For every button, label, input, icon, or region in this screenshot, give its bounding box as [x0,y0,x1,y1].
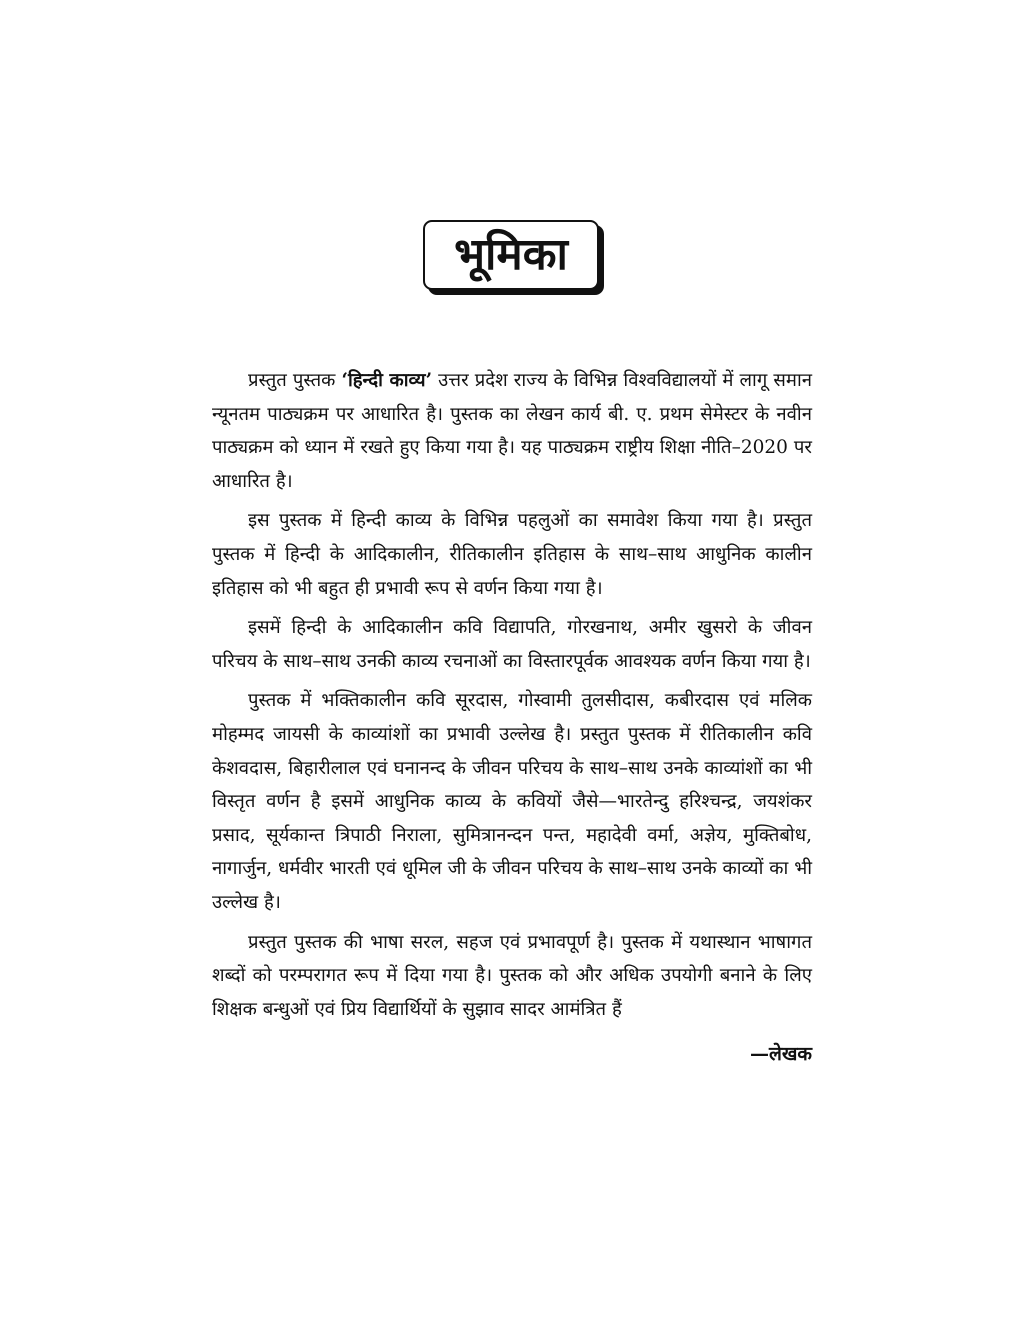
paragraph-2: इस पुस्तक में हिन्दी काव्य के विभिन्न पहलुओं का समावेश किया गया है। प्रस्तुत पुस्तक में हिन्दी के आदिकालीन, रीतिकालीन इतिहास के साथ–साथ आधुनिक कालीन इतिहास को भी बहुत ही प्रभावी रूप से वर्णन किया गया है। [212,510,812,599]
page-title: भूमिका [454,229,568,280]
author-signature: —लेखक [749,1043,812,1066]
paragraph-3: इसमें हिन्दी के आदिकालीन कवि विद्यापति, गोरखनाथ, अमीर खुसरो के जीवन परिचय के साथ–साथ उनकी काव्य रचनाओं का विस्तारपूर्वक आवश्यक वर्णन किया गया है। [212,617,812,672]
paragraph-4: पुस्तक में भक्तिकालीन कवि सूरदास, गोस्वामी तुलसीदास, कबीरदास एवं मलिक मोहम्मद जायसी के काव्यांशों का प्रभावी उल्लेख है। प्रस्तुत पुस्तक में रीतिकालीन कवि केशवदास, बिहारीलाल एवं घनानन्द के जीवन परिचय के साथ–साथ उनके काव्यांशों का भी विस्तृत वर्णन है इसमें आधुनिक काव्य के कवियों जैसे—भारतेन्दु हरिश्चन्द्र, जयशंकर प्रसाद, सूर्यकान्त त्रिपाठी निराला, सुमित्रानन्दन पन्त, महादेवी वर्मा, अज्ञेय, मुक्तिबोध, नागार्जुन, धर्मवीर भारती एवं धूमिल जी के जीवन परिचय के साथ–साथ उनके काव्यों का भी उल्लेख है। [212,690,812,913]
paragraph-1-text-start: प्रस्तुत पुस्तक [248,370,342,391]
page-title-box [423,220,599,290]
paragraph-1-text-end: उत्तर प्रदेश राज्य के विभिन्न विश्वविद्यालयों में लागू समान न्यूनतम पाठ्यक्रम पर आधारित है। पुस्तक का लेखन कार्य बी. ए. प्रथम सेमेस्टर के नवीन पाठ्यक्रम को ध्यान में रखते हुए किया गया है। यह पाठ्यक्रम राष्ट्रीय शिक्षा नीति–2020 पर आधारित है। [212,370,812,492]
preface-body [212,364,812,1072]
book-title-emphasis: ‘हिन्दी काव्य’ [341,370,433,391]
paragraph-5: प्रस्तुत पुस्तक की भाषा सरल, सहज एवं प्रभावपूर्ण है। पुस्तक में यथास्थान भाषागत शब्दों को परम्परागत रूप में दिया गया है। पुस्तक को और अधिक उपयोगी बनाने के लिए शिक्षक बन्धुओं एवं प्रिय विद्यार्थियों के सुझाव सादर आमंत्रित हैं [212,931,812,1020]
paragraph-1 [212,364,812,498]
